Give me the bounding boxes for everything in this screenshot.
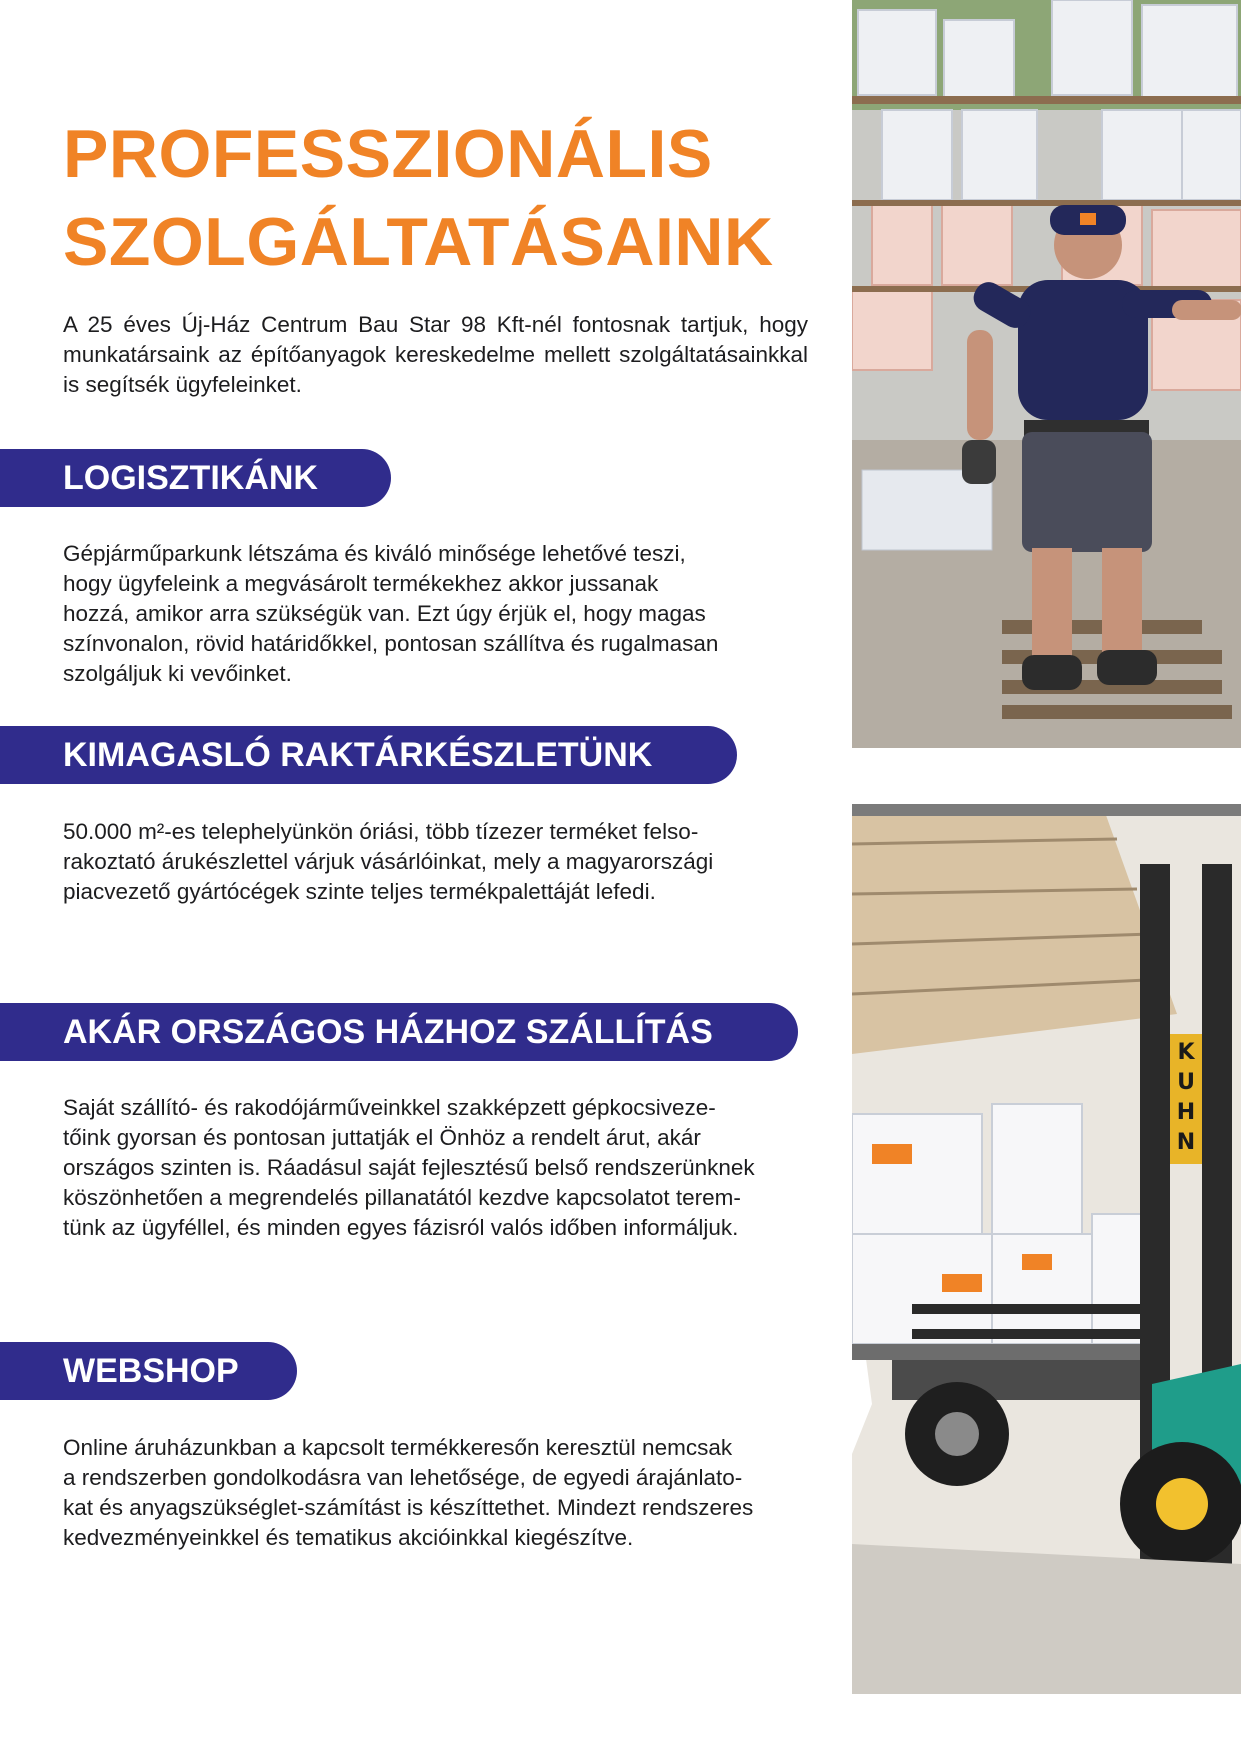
section-text-raktarkeszlet bbox=[63, 817, 823, 907]
text-line: hogy ügyfeleink a megvásárolt termékekhez akkor jussanak bbox=[63, 571, 659, 596]
text-line: 50.000 m²-es telephelyünkön óriási, több tízezer terméket felso- bbox=[63, 819, 699, 844]
text-line: tünk az ügyféllel, és minden egyes fázisról valós időben informáljuk. bbox=[63, 1215, 739, 1240]
text-line: piacvezető gyártócégek szinte teljes termékpalettáját lefedi. bbox=[63, 879, 656, 904]
svg-text:H: H bbox=[1176, 1100, 1196, 1125]
svg-text:N: N bbox=[1176, 1130, 1196, 1155]
page-title-line-2: SZOLGÁLTATÁSAINK bbox=[63, 204, 774, 280]
text-line: tőink gyorsan és pontosan juttatják el Önhöz a rendelt árut, akár bbox=[63, 1125, 701, 1150]
svg-text:U: U bbox=[1177, 1070, 1195, 1095]
section-heading-webshop: WEBSHOP bbox=[0, 1342, 297, 1400]
text-line: a rendszerben gondolkodásra van lehetősége, de egyedi árajánlato- bbox=[63, 1465, 743, 1490]
section-heading-raktarkeszlet: KIMAGASLÓ RAKTÁRKÉSZLETÜNK bbox=[0, 726, 737, 784]
text-line: köszönhetően a megrendelés pillanatától kezdve kapcsolatot terem- bbox=[63, 1185, 741, 1210]
text-line: kedvezményeinkkel és tematikus akcióinkkal kiegészítve. bbox=[63, 1525, 634, 1550]
section-text-logisztika bbox=[63, 539, 823, 689]
text-line: színvonalon, rövid határidőkkel, pontosan szállítva és rugalmasan bbox=[63, 631, 719, 656]
text-line: rakoztató árukészlettel várjuk vásárlóinkat, mely a magyarországi bbox=[63, 849, 714, 874]
section-text-webshop bbox=[63, 1433, 823, 1553]
text-line: hozzá, amikor arra szükségük van. Ezt úgy érjük el, hogy magas bbox=[63, 601, 706, 626]
intro-paragraph: A 25 éves Új-Ház Centrum Bau Star 98 Kft-nél fontosnak tartjuk, hogy munkatársaink az építőanyagok kereskedelme mellett szolgáltatásainkkal is segítsék ügyfeleinket. bbox=[63, 312, 808, 397]
text-line: Gépjárműparkunk létszáma és kiváló minősége lehetővé teszi, bbox=[63, 541, 686, 566]
text-line: szolgáljuk ki vevőinket. bbox=[63, 661, 292, 686]
warehouse-worker-photo bbox=[852, 0, 1241, 748]
text-line: kat és anyagszükséglet-számítást is készíttethet. Mindezt rendszeres bbox=[63, 1495, 754, 1520]
forklift-brand-letter: K bbox=[1177, 1040, 1195, 1065]
section-heading-logisztika: LOGISZTIKÁNK bbox=[0, 449, 391, 507]
forklift-loading-photo bbox=[852, 804, 1241, 1694]
section-text-hazhoz-szallitas bbox=[63, 1093, 823, 1243]
page-title bbox=[63, 110, 823, 286]
text-line: Saját szállító- és rakodójárműveinkkel szakképzett gépkocsiveze- bbox=[63, 1095, 716, 1120]
text-line: Online áruházunkban a kapcsolt termékkeresőn keresztül nemcsak bbox=[63, 1435, 733, 1460]
text-line: országos szinten is. Ráadásul saját fejlesztésű belső rendszerünknek bbox=[63, 1155, 755, 1180]
section-heading-hazhoz-szallitas: AKÁR ORSZÁGOS HÁZHOZ SZÁLLÍTÁS bbox=[0, 1003, 798, 1061]
page-title-line-1: PROFESSZIONÁLIS bbox=[63, 116, 713, 192]
